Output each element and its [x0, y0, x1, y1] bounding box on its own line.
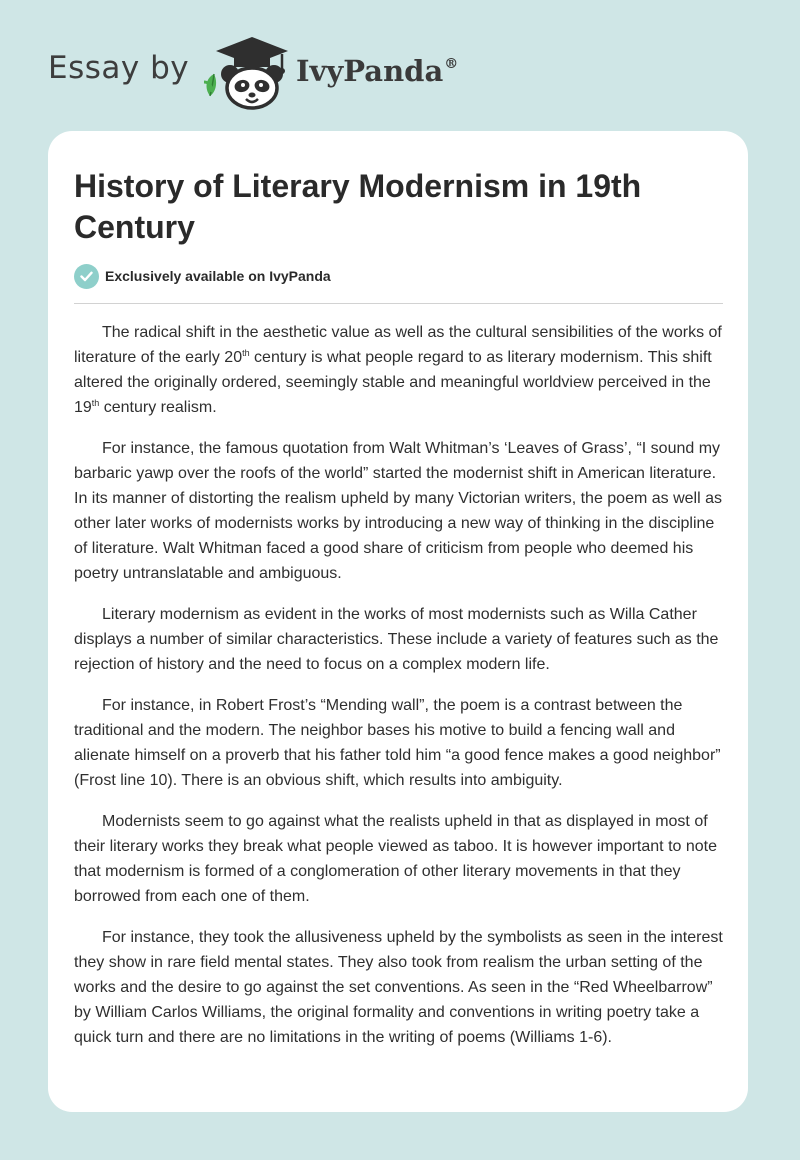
paragraph-5: Modernists seem to go against what the realists upheld in that as displayed in most of their literary works they break what people viewed as taboo. It is however important to note that modernism is formed of a conglomeration of other literary movements in that they borrowed from each one of them. [74, 813, 717, 905]
ordinal-suffix: th [91, 398, 100, 408]
site-header [48, 34, 568, 110]
check-circle-icon [74, 264, 99, 289]
paragraph-3: Literary modernism as evident in the works of most modernists such as Willa Cather displays a number of similar characteristics. These include a variety of features such as the rejection of history and the need to focus on a complex modern life. [74, 606, 719, 673]
paragraph-4: For instance, in Robert Frost’s “Mending wall”, the poem is a contrast between the traditional and the modern. The neighbor bases his motive to build a fencing wall and alienate himself on a proverb that his father told him “a good fence makes a good neighbor” (Frost line 10). There is an obvious shift, which results into ambiguity. [74, 697, 721, 789]
essay-title: History of Literary Modernism in 19th Century [74, 168, 642, 245]
essay-by-label: Essay by [48, 50, 190, 86]
paragraph-1-part-b: century is what people regard to as literary modernism. This shift altered the originally ordered, seemingly stable and meaningful worldview perceived in the 19 [74, 349, 712, 416]
paragraph-1 [74, 320, 726, 420]
essay-body [74, 320, 726, 1066]
paragraph-1-part-c: century realism. [99, 399, 217, 416]
brand-text: IvyPanda [296, 54, 444, 88]
paragraph-1-part-a: The radical shift in the aesthetic value as well as the cultural sensibilities of the works of literature of the early 20 [74, 324, 722, 366]
paragraph-2: For instance, the famous quotation from Walt Whitman’s ‘Leaves of Grass’, “I sound my barbaric yawp over the roofs of the world” started the modernist shift in American literature. In its manner of distorting the realism upheld by many Victorian writers, the poem as well as other later works of modernists works by introducing a new way of thinking in the discipline of literature. Walt Whitman faced a good share of criticism from people who deemed his poetry untranslatable and ambiguous. [74, 440, 722, 582]
paragraph-6: For instance, they took the allusiveness upheld by the symbolists as seen in the interest they show in rare field mental states. They also took from realism the urban setting of the works and the desire to go against the set conventions. As seen in the “Red Wheelbarrow” by William Carlos Williams, the original formality and conventions in writing poetry take a quick turn and there are no limitations in the writing of poems (Williams 1-6). [74, 929, 723, 1046]
brand-name[interactable] [296, 54, 458, 88]
essay-card [48, 131, 748, 1112]
panda-graduation-cap-icon[interactable] [200, 34, 292, 110]
ordinal-suffix: th [242, 348, 250, 358]
exclusive-badge-text: Exclusively available on IvyPanda [105, 268, 331, 284]
exclusive-badge [74, 263, 331, 289]
registered-mark: ® [444, 56, 459, 73]
divider [74, 303, 723, 304]
